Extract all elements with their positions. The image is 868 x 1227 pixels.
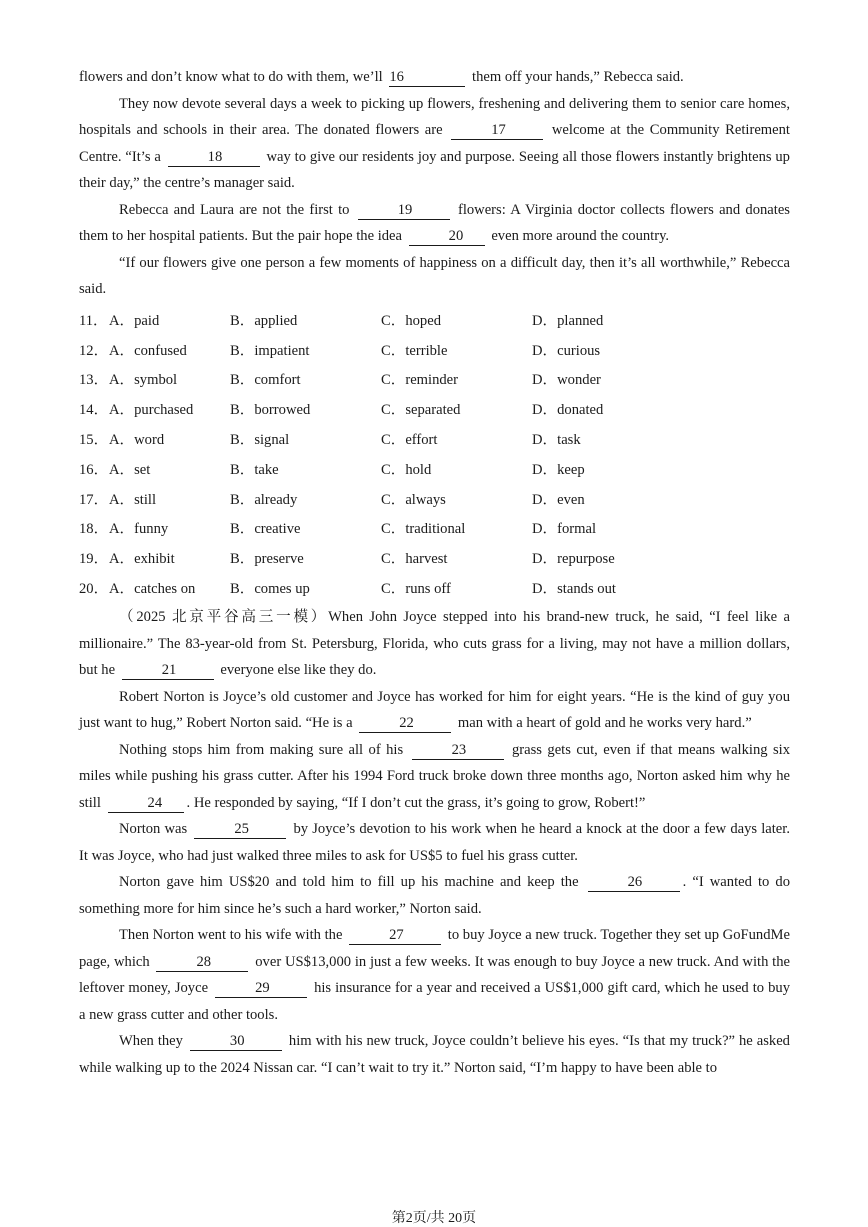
option-a: A．confused [109,342,187,359]
options-table [79,305,652,603]
answer-blank: 17 [451,121,543,140]
option-c: C．effort [381,432,438,449]
question-number: 20． [79,581,109,598]
option-b: B．already [230,491,298,508]
option-d: D．repurpose [532,551,615,568]
option-d: D．donated [532,402,604,419]
question-number: 17． [79,491,109,508]
option-b: B．comes up [230,581,310,598]
option-row [79,453,652,483]
answer-blank: 19 [358,201,450,220]
option-d: D．curious [532,342,601,359]
option-c: C．harvest [381,551,448,568]
option-a: A．paid [109,312,160,329]
option-row [79,543,652,573]
option-row [79,513,652,543]
answer-blank: 27 [349,926,441,945]
question-number: 13． [79,372,109,389]
answer-blank: 28 [156,953,248,972]
option-row [79,334,652,364]
option-b: B．comfort [230,372,301,389]
option-c: C．runs off [381,581,451,598]
option-c: C．traditional [381,521,466,538]
option-c: C．terrible [381,342,448,359]
option-b: B．creative [230,521,301,538]
answer-blank: 26 [588,873,680,892]
answer-blank: 20 [409,227,485,246]
option-c: C．reminder [381,372,459,389]
option-a: A．exhibit [109,551,175,568]
option-row [79,364,652,394]
answer-blank: 16 [389,68,465,87]
question-number: 11． [79,312,108,329]
answer-blank: 18 [168,148,260,167]
option-a: A．word [109,432,165,449]
option-c: C．hold [381,461,432,478]
answer-blank: 22 [359,714,451,733]
option-b: B．signal [230,432,290,449]
option-d: D．planned [532,312,604,329]
paragraph: Norton gave him US$20 and told him to fill up his machine and keep the 26 . “I wanted to do something more for him since he’s such a hard worker,” Norton said. [79,874,790,917]
option-a: A．symbol [109,372,178,389]
option-b: B．impatient [230,342,310,359]
answer-blank: 25 [194,820,286,839]
question-number: 16． [79,461,109,478]
paragraph: When they 30 him with his new truck, Joyce couldn’t believe his eyes. “Is that my truck?” he asked while walking up to the 2024 Nissan car. “I can’t wait to try it.” Norton said, “I’m happy to have been able to [79,1033,790,1076]
question-number: 14． [79,402,109,419]
paragraph: “If our flowers give one person a few moments of happiness on a difficult day, then it’s all worthwhile,” Rebecca said. [79,254,790,297]
document-page [79,64,790,1081]
option-d: D．task [532,432,581,449]
answer-blank: 23 [412,741,504,760]
option-a: A．set [109,461,151,478]
paragraph: Nothing stops him from making sure all of his 23 grass gets cut, even if that means walking six miles while pushing his grass cutter. After his 1994 Ford truck broke down three months ago, Norton asked him why he still 24 . He responded by saying, “If I don’t cut the grass, it’s going to grow, Robert!” [79,741,790,811]
question-number: 15． [79,432,109,449]
option-row [79,424,652,454]
option-d: D．stands out [532,581,616,598]
option-a: A．still [109,491,157,508]
question-number: 19． [79,551,109,568]
option-b: B．take [230,461,279,478]
option-d: D．wonder [532,372,601,389]
option-b: B．applied [230,312,298,329]
option-b: B．borrowed [230,402,311,419]
option-b: B．preserve [230,551,304,568]
paragraph: Norton was 25 by Joyce’s devotion to his work when he heard a knock at the door a few days later. It was Joyce, who had just walked three miles to ask for US$5 to fuel his grass cutter. [79,821,790,864]
answer-blank: 21 [122,661,214,680]
option-d: D．formal [532,521,597,538]
paragraph: They now devote several days a week to picking up flowers, freshening and delivering them to senior care homes, hospitals and schools in their area. The donated flowers are 17 welcome at the Community Retirement Centre. “It’s a 18 way to give our residents joy and purpose. Seeing all those flowers instantly brightens up their day,” the centre’s manager said. [79,95,790,191]
question-number: 12． [79,342,109,359]
option-d: D．keep [532,461,585,478]
answer-blank: 29 [215,979,307,998]
option-a: A．funny [109,521,169,538]
option-row [79,573,652,603]
page-footer: 第2页/共 20页 [391,1211,477,1226]
option-row [79,483,652,513]
option-a: A．catches on [109,581,196,598]
option-row [79,305,652,335]
paragraph: flowers and don’t know what to do with them, we’ll 16 them off your hands,” Rebecca said. [79,69,684,85]
paragraph: Robert Norton is Joyce’s old customer and Joyce has worked for him for eight years. “He is the kind of guy you just want to hug,” Robert Norton said. “He is a 22 man with a heart of gold and he works very hard.” [79,688,790,732]
answer-blank: 24 [108,794,184,813]
option-c: C．always [381,491,446,508]
option-c: C．separated [381,402,461,419]
option-row [79,394,652,424]
option-c: C．hoped [381,312,441,329]
paragraph: （2025 北京平谷高三一模）When John Joyce stepped into his brand-new truck, he said, “I feel like a millionaire.” The 83-year-old from St. Petersburg, Florida, who cuts grass for a living, may not have a million dollars, but he 21 everyone else like they do. [79,609,790,679]
option-a: A．purchased [109,402,194,419]
paragraph: Rebecca and Laura are not the first to 19 flowers: A Virginia doctor collects flowers and donates them to her hospital patients. But the pair hope the idea 20 even more around the country. [79,201,790,244]
answer-blank: 30 [190,1032,282,1051]
question-number: 18． [79,521,109,538]
paragraph: Then Norton went to his wife with the 27 to buy Joyce a new truck. Together they set up GoFundMe page, which 28 over US$13,000 in just a few weeks. It was enough to buy Joyce a new truck. And with the leftover money, Joyce 29 his insurance for a year and received a US$1,000 gift card, which he used to buy a new grass cutter and other tools. [79,927,790,1023]
option-d: D．even [532,491,585,508]
